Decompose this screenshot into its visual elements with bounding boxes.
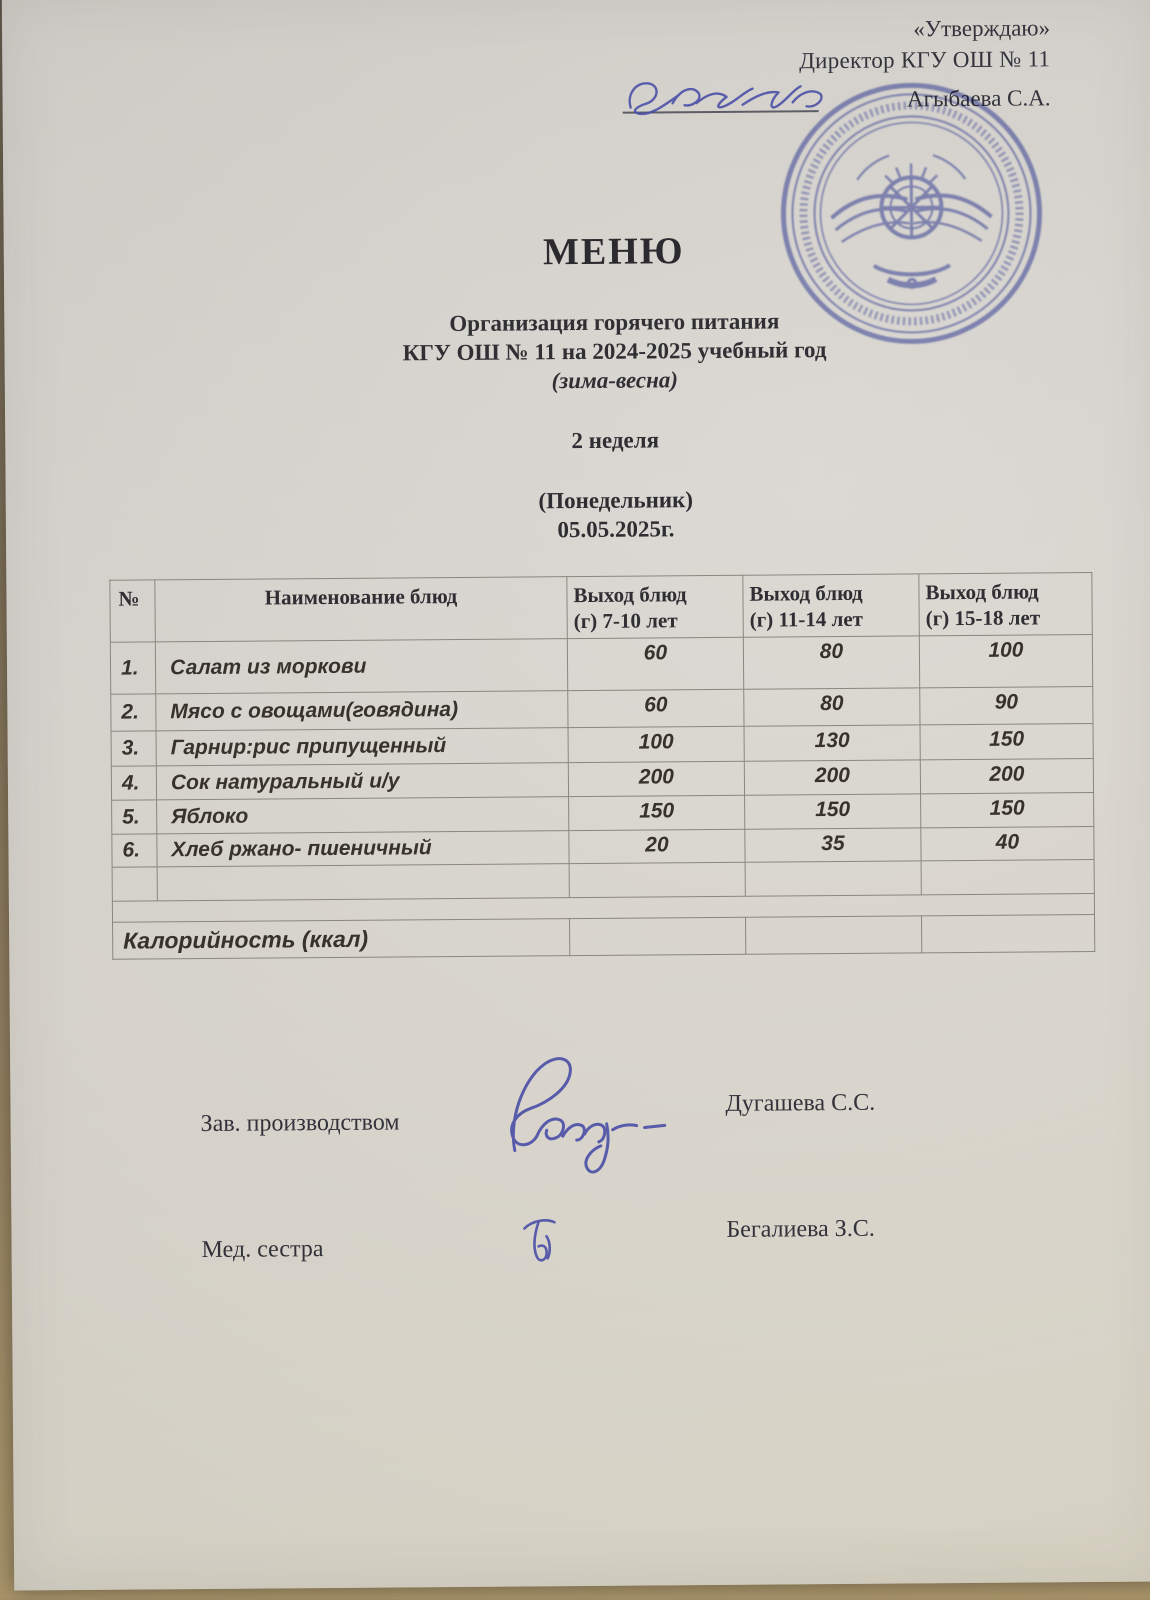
table-row bbox=[110, 635, 1092, 695]
col-header-num: № bbox=[110, 580, 155, 642]
table-footer-row bbox=[113, 914, 1095, 959]
paper-sheet bbox=[2, 0, 1150, 1590]
portion-7-10 bbox=[569, 862, 745, 897]
portion-11-14: 150 bbox=[745, 794, 921, 829]
portion-15-18 bbox=[921, 859, 1094, 894]
portion-7-10: 200 bbox=[568, 761, 744, 796]
week-label: 2 неделя bbox=[571, 427, 660, 454]
dish-name: Мясо с овощами(говядина) bbox=[156, 691, 568, 731]
dish-name: Гарнир:рис припущенный bbox=[156, 728, 568, 766]
col-header-age7-10: Выход блюд (г) 7-10 лет bbox=[567, 575, 743, 638]
dish-name: Яблоко bbox=[157, 797, 569, 834]
portion-11-14: 200 bbox=[744, 760, 920, 795]
approve-word: «Утверждаю» bbox=[913, 15, 1051, 42]
col-header-age11-14: Выход блюд (г) 11-14 лет bbox=[743, 574, 919, 637]
day-date-block bbox=[76, 482, 1150, 548]
portion-7-10: 100 bbox=[568, 726, 744, 762]
calories-15-18 bbox=[922, 914, 1095, 952]
page-title: МЕНЮ bbox=[542, 230, 685, 274]
table-header-row bbox=[110, 573, 1092, 643]
row-num: 4. bbox=[111, 766, 156, 800]
dish-name: Сок натуральный и/у bbox=[156, 763, 568, 800]
name-nurse: Бегалиева З.С. bbox=[726, 1215, 875, 1243]
dish-name: Хлеб ржано- пшеничный bbox=[157, 831, 569, 867]
row-num: 2. bbox=[111, 694, 156, 731]
portion-11-14: 80 bbox=[743, 636, 919, 689]
role-production-manager: Зав. производством bbox=[200, 1109, 400, 1138]
row-num: 1. bbox=[110, 642, 155, 694]
subtitle-line1: Организация горячего питания bbox=[449, 308, 780, 337]
row-num: 6. bbox=[112, 834, 157, 867]
document-content bbox=[2, 0, 1150, 1590]
day-label: (Понедельник) bbox=[538, 487, 694, 514]
portion-7-10: 60 bbox=[567, 637, 743, 690]
portion-15-18: 100 bbox=[919, 635, 1092, 688]
dish-name bbox=[157, 864, 569, 901]
dish-name: Салат из моркови bbox=[155, 639, 567, 694]
portion-15-18: 200 bbox=[920, 758, 1093, 793]
row-num: 3. bbox=[111, 731, 156, 766]
col-header-age15-18: Выход блюд (г) 15-18 лет bbox=[919, 573, 1092, 636]
portion-15-18: 150 bbox=[920, 724, 1093, 760]
name-production-manager: Дугашева С.С. bbox=[725, 1089, 876, 1117]
calories-7-10 bbox=[570, 917, 746, 955]
portion-7-10: 20 bbox=[569, 829, 745, 863]
subtitle-block bbox=[74, 304, 1150, 399]
portion-7-10: 60 bbox=[568, 689, 744, 727]
nurse-signature-icon bbox=[516, 1214, 576, 1274]
portion-15-18: 40 bbox=[921, 826, 1094, 860]
production-manager-signature-icon bbox=[478, 1049, 689, 1181]
portion-11-14: 35 bbox=[745, 828, 921, 862]
calories-label: Калорийность (ккал) bbox=[113, 919, 570, 960]
menu-table bbox=[109, 572, 1095, 960]
subtitle-line2: КГУ ОШ № 11 на 2024-2025 учебный год bbox=[402, 337, 827, 366]
subtitle-line3: (зима-весна) bbox=[551, 367, 679, 394]
portion-11-14: 80 bbox=[744, 688, 920, 726]
calories-11-14 bbox=[746, 916, 922, 954]
portion-11-14: 130 bbox=[744, 725, 920, 761]
portion-15-18: 90 bbox=[920, 687, 1093, 725]
col-header-name: Наименование блюд bbox=[155, 577, 567, 642]
role-nurse: Мед. сестра bbox=[201, 1236, 324, 1264]
date-label: 05.05.2025г. bbox=[557, 516, 675, 543]
portion-7-10: 150 bbox=[569, 795, 745, 830]
row-num: 5. bbox=[112, 800, 157, 834]
portion-15-18: 150 bbox=[921, 792, 1094, 827]
director-line: Директор КГУ ОШ № 11 bbox=[799, 46, 1051, 74]
director-name: Агыбаева С.А. bbox=[906, 85, 1051, 112]
portion-11-14 bbox=[745, 861, 921, 896]
row-num bbox=[112, 867, 157, 901]
